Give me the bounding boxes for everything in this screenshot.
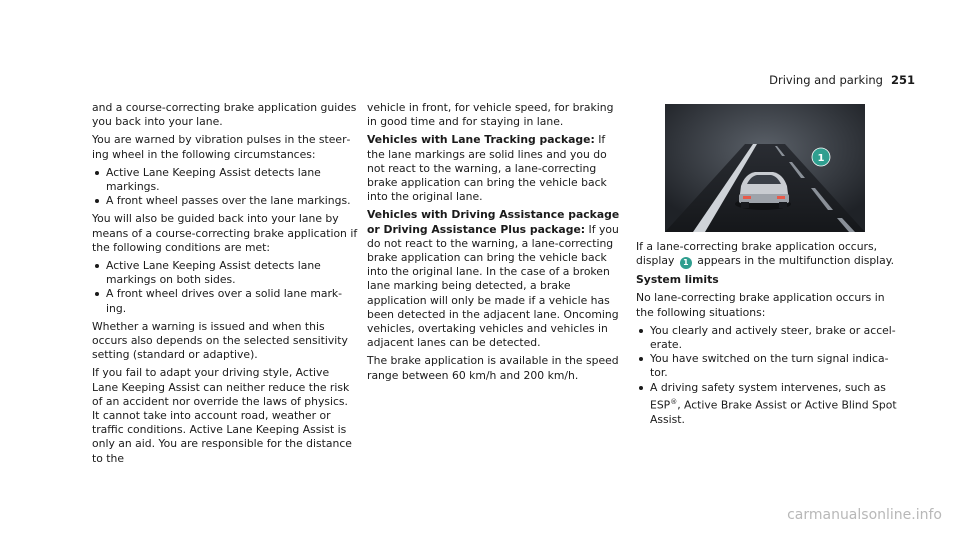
paragraph: The brake application is available in the speed range between 60 km/h and 200 km/h. [367, 354, 619, 382]
list-item: You clearly and actively steer, brake or accelerate. [636, 324, 898, 352]
text-column-2 [367, 101, 625, 387]
section-heading: System limits [636, 273, 719, 287]
paragraph [636, 240, 898, 269]
page-number: 251 [890, 73, 915, 87]
paragraph: No lane-correcting brake application occurs in the following situations: [636, 291, 885, 319]
paragraph: vehicle in front, for vehicle speed, for braking in good time and for staying in lane. [367, 101, 614, 129]
text-column-1 [92, 101, 358, 470]
list-item: You have switched on the turn signal indicator. [636, 352, 898, 380]
list-item [636, 381, 898, 427]
paragraph: Whether a warning is issued and when this occurs also depends on the selected sensitivity setting (standard or adaptive). [92, 319, 348, 362]
watermark: carmanualsonline.info [787, 507, 942, 523]
paragraph-text: appears in the multifunction display. [697, 254, 895, 268]
list-item: Active Lane Keeping Assist detects lane markings. [92, 166, 358, 194]
paragraph: If you fail to adapt your driving style, Active Lane Keeping Assist can neither reduce the risk of an accident nor override the laws of physics. It cannot take into account road, weather or traffic conditions. Active Lane Keeping Assist is only an aid. You are responsible for the distance to the [92, 366, 352, 465]
list-item: Active Lane Keeping Assist detects lane markings on both sides. [92, 259, 358, 287]
callout-number: 1 [817, 153, 825, 164]
callout-badge: 1 [680, 257, 692, 269]
list-item-text: , Active Brake Assist or Active Blind Spot Assist. [650, 398, 897, 426]
paragraph [367, 133, 625, 204]
paragraph: You will also be guided back into your lane by means of a course-correcting brake application if the following conditions are met: [92, 212, 358, 254]
paragraph: and a course-correcting brake application guides you back into your lane. [92, 101, 357, 129]
road-scene-graphic [665, 104, 865, 232]
paragraph: You are warned by vibration pulses in the steering wheel in the following circumstances: [92, 133, 351, 161]
paragraph-text: If you do not react to the warning, a lane-correcting brake application can bring the vehicle back into the original lane. In the case of a broken lane marking being detected, a brake application will only be made if a vehicle has been detected in the adjacent lane. Oncoming vehicles, overtaking vehicles and vehicles in adjacent lanes can be detected. [367, 222, 619, 350]
section-title: Driving and parking [769, 73, 883, 87]
bullet-list [92, 259, 358, 316]
registered-mark: ® [670, 397, 678, 406]
lane-assist-illustration [665, 104, 865, 232]
text-column-3 [636, 240, 898, 431]
page-header [769, 73, 915, 87]
list-item: A front wheel drives over a solid lane marking. [92, 287, 358, 315]
bullet-list [92, 166, 358, 209]
paragraph-text: If a lane-correcting brake application occurs, display [636, 240, 878, 268]
list-item: A front wheel passes over the lane markings. [92, 194, 358, 208]
bullet-list [636, 324, 898, 427]
bold-lead: Vehicles with Lane Tracking package: [367, 133, 595, 147]
list-item-text: A driving safety system intervenes, such as ESP [650, 380, 886, 412]
paragraph [367, 208, 625, 350]
paragraph-text: If the lane markings are solid lines and you do not react to the warning, a lane-correcting brake application can bring the vehicle back into the original lane. [367, 133, 607, 204]
bold-lead: Vehicles with Driving Assistance package or Driving Assistance Plus package: [367, 208, 620, 236]
